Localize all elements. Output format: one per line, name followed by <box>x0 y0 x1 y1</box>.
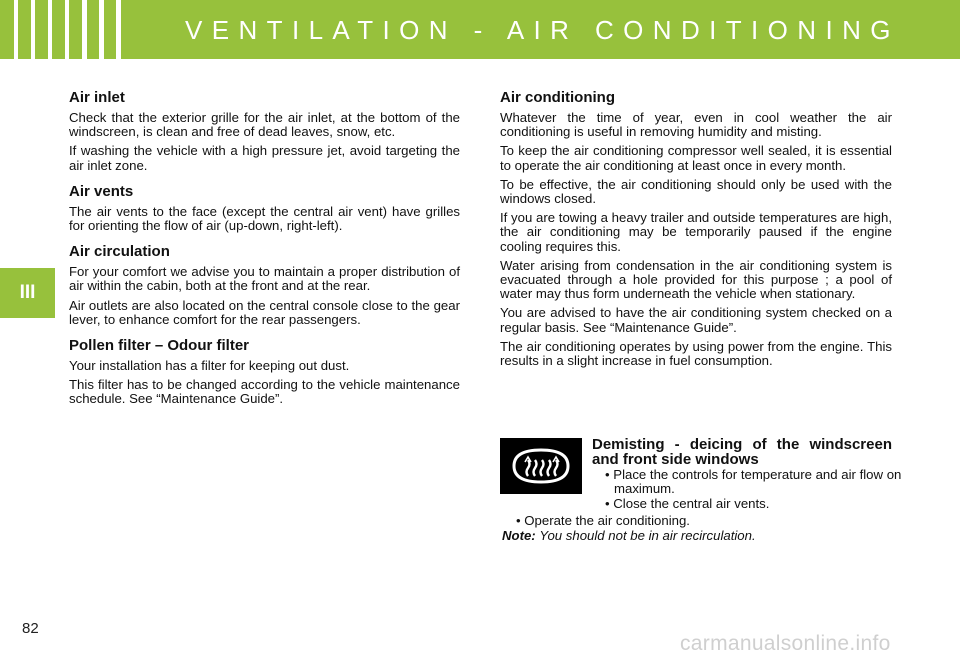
chapter-tab-label: III <box>19 282 36 303</box>
header-stripe <box>116 0 121 59</box>
pollen-filter-heading: Pollen filter – Odour filter <box>69 337 250 355</box>
header-stripe <box>31 0 35 59</box>
air-conditioning-text: To be effective, the air conditioning should only be used with the windows closed. <box>500 176 892 207</box>
air-circulation-text: For your comfort we advise you to maintain a proper distribution of air within the cabin, both at the front and at the rear. <box>69 264 460 294</box>
demisting-heading: Demisting - deicing of the windscreen and front side windows <box>592 436 892 468</box>
air-conditioning-section <box>500 89 892 368</box>
air-conditioning-text: If you are towing a heavy trailer and outside temperatures are high, the air conditioning may be temporarily paused if the engine cooling requires this. <box>500 210 892 254</box>
demisting-step: • Place the controls for temperature and air flow on maximum. <box>605 467 902 497</box>
air-inlet-heading: Air inlet <box>69 89 125 106</box>
header-stripe <box>99 0 104 59</box>
page-title: VENTILATION - AIR CONDITIONING <box>185 15 900 45</box>
watermark: carmanualsonline.info <box>680 632 891 655</box>
demisting-step: • Close the central air vents. <box>605 496 770 511</box>
air-conditioning-heading: Air conditioning <box>500 89 615 106</box>
header-stripe <box>82 0 87 59</box>
air-conditioning-text: To keep the air conditioning compressor well sealed, it is essential to operate the air conditioning at least once in every month. <box>500 143 892 173</box>
air-inlet-section <box>69 89 460 173</box>
air-conditioning-text: You are advised to have the air conditioning system checked on a regular basis. See “Maintenance Guide”. <box>500 305 892 335</box>
air-circulation-section <box>69 243 460 327</box>
pollen-filter-section <box>69 337 460 407</box>
note-label: Note: <box>502 528 536 543</box>
air-inlet-text: If washing the vehicle with a high pressure jet, avoid targeting the air inlet zone. <box>69 143 460 173</box>
header-stripe <box>65 0 69 59</box>
air-vents-heading: Air vents <box>69 182 134 200</box>
air-inlet-text: Check that the exterior grille for the air inlet, at the bottom of the windscreen, is clean and free of dead leaves, snow, etc. <box>69 110 460 140</box>
header-stripe <box>48 0 52 59</box>
note-text: You should not be in air recirculation. <box>539 528 756 543</box>
pollen-filter-text: Your installation has a filter for keeping out dust. <box>69 358 350 374</box>
air-conditioning-text: Water arising from condensation in the air conditioning system is evacuated through a hole provided for this purpose ; a pool of water may thus form underneath the vehicle when stationary. <box>500 257 892 302</box>
chapter-tab <box>0 268 55 318</box>
right-column <box>500 89 892 378</box>
header-stripe <box>14 0 18 59</box>
air-circulation-heading: Air circulation <box>69 243 170 261</box>
windscreen-demist-icon <box>500 438 582 494</box>
air-vents-section <box>69 183 460 233</box>
pollen-filter-text: This filter has to be changed according to the vehicle maintenance schedule. See “Maintenance Guide”. <box>69 377 460 407</box>
air-circulation-text: Air outlets are also located on the central console close to the gear lever, to enhance comfort for the rear passengers. <box>69 297 460 327</box>
demisting-note <box>502 529 892 543</box>
left-column <box>69 89 460 417</box>
header-bar <box>0 0 960 59</box>
page-number: 82 <box>22 620 39 637</box>
air-vents-text: The air vents to the face (except the central air vent) have grilles for orienting the flow of air (up-down, right-left). <box>69 203 460 234</box>
demisting-step: • Operate the air conditioning. <box>516 513 690 528</box>
air-conditioning-text: The air conditioning operates by using power from the engine. This results in a slight increase in fuel consumption. <box>500 338 892 369</box>
air-conditioning-text: Whatever the time of year, even in cool weather the air conditioning is useful in removing humidity and misting. <box>500 110 892 140</box>
